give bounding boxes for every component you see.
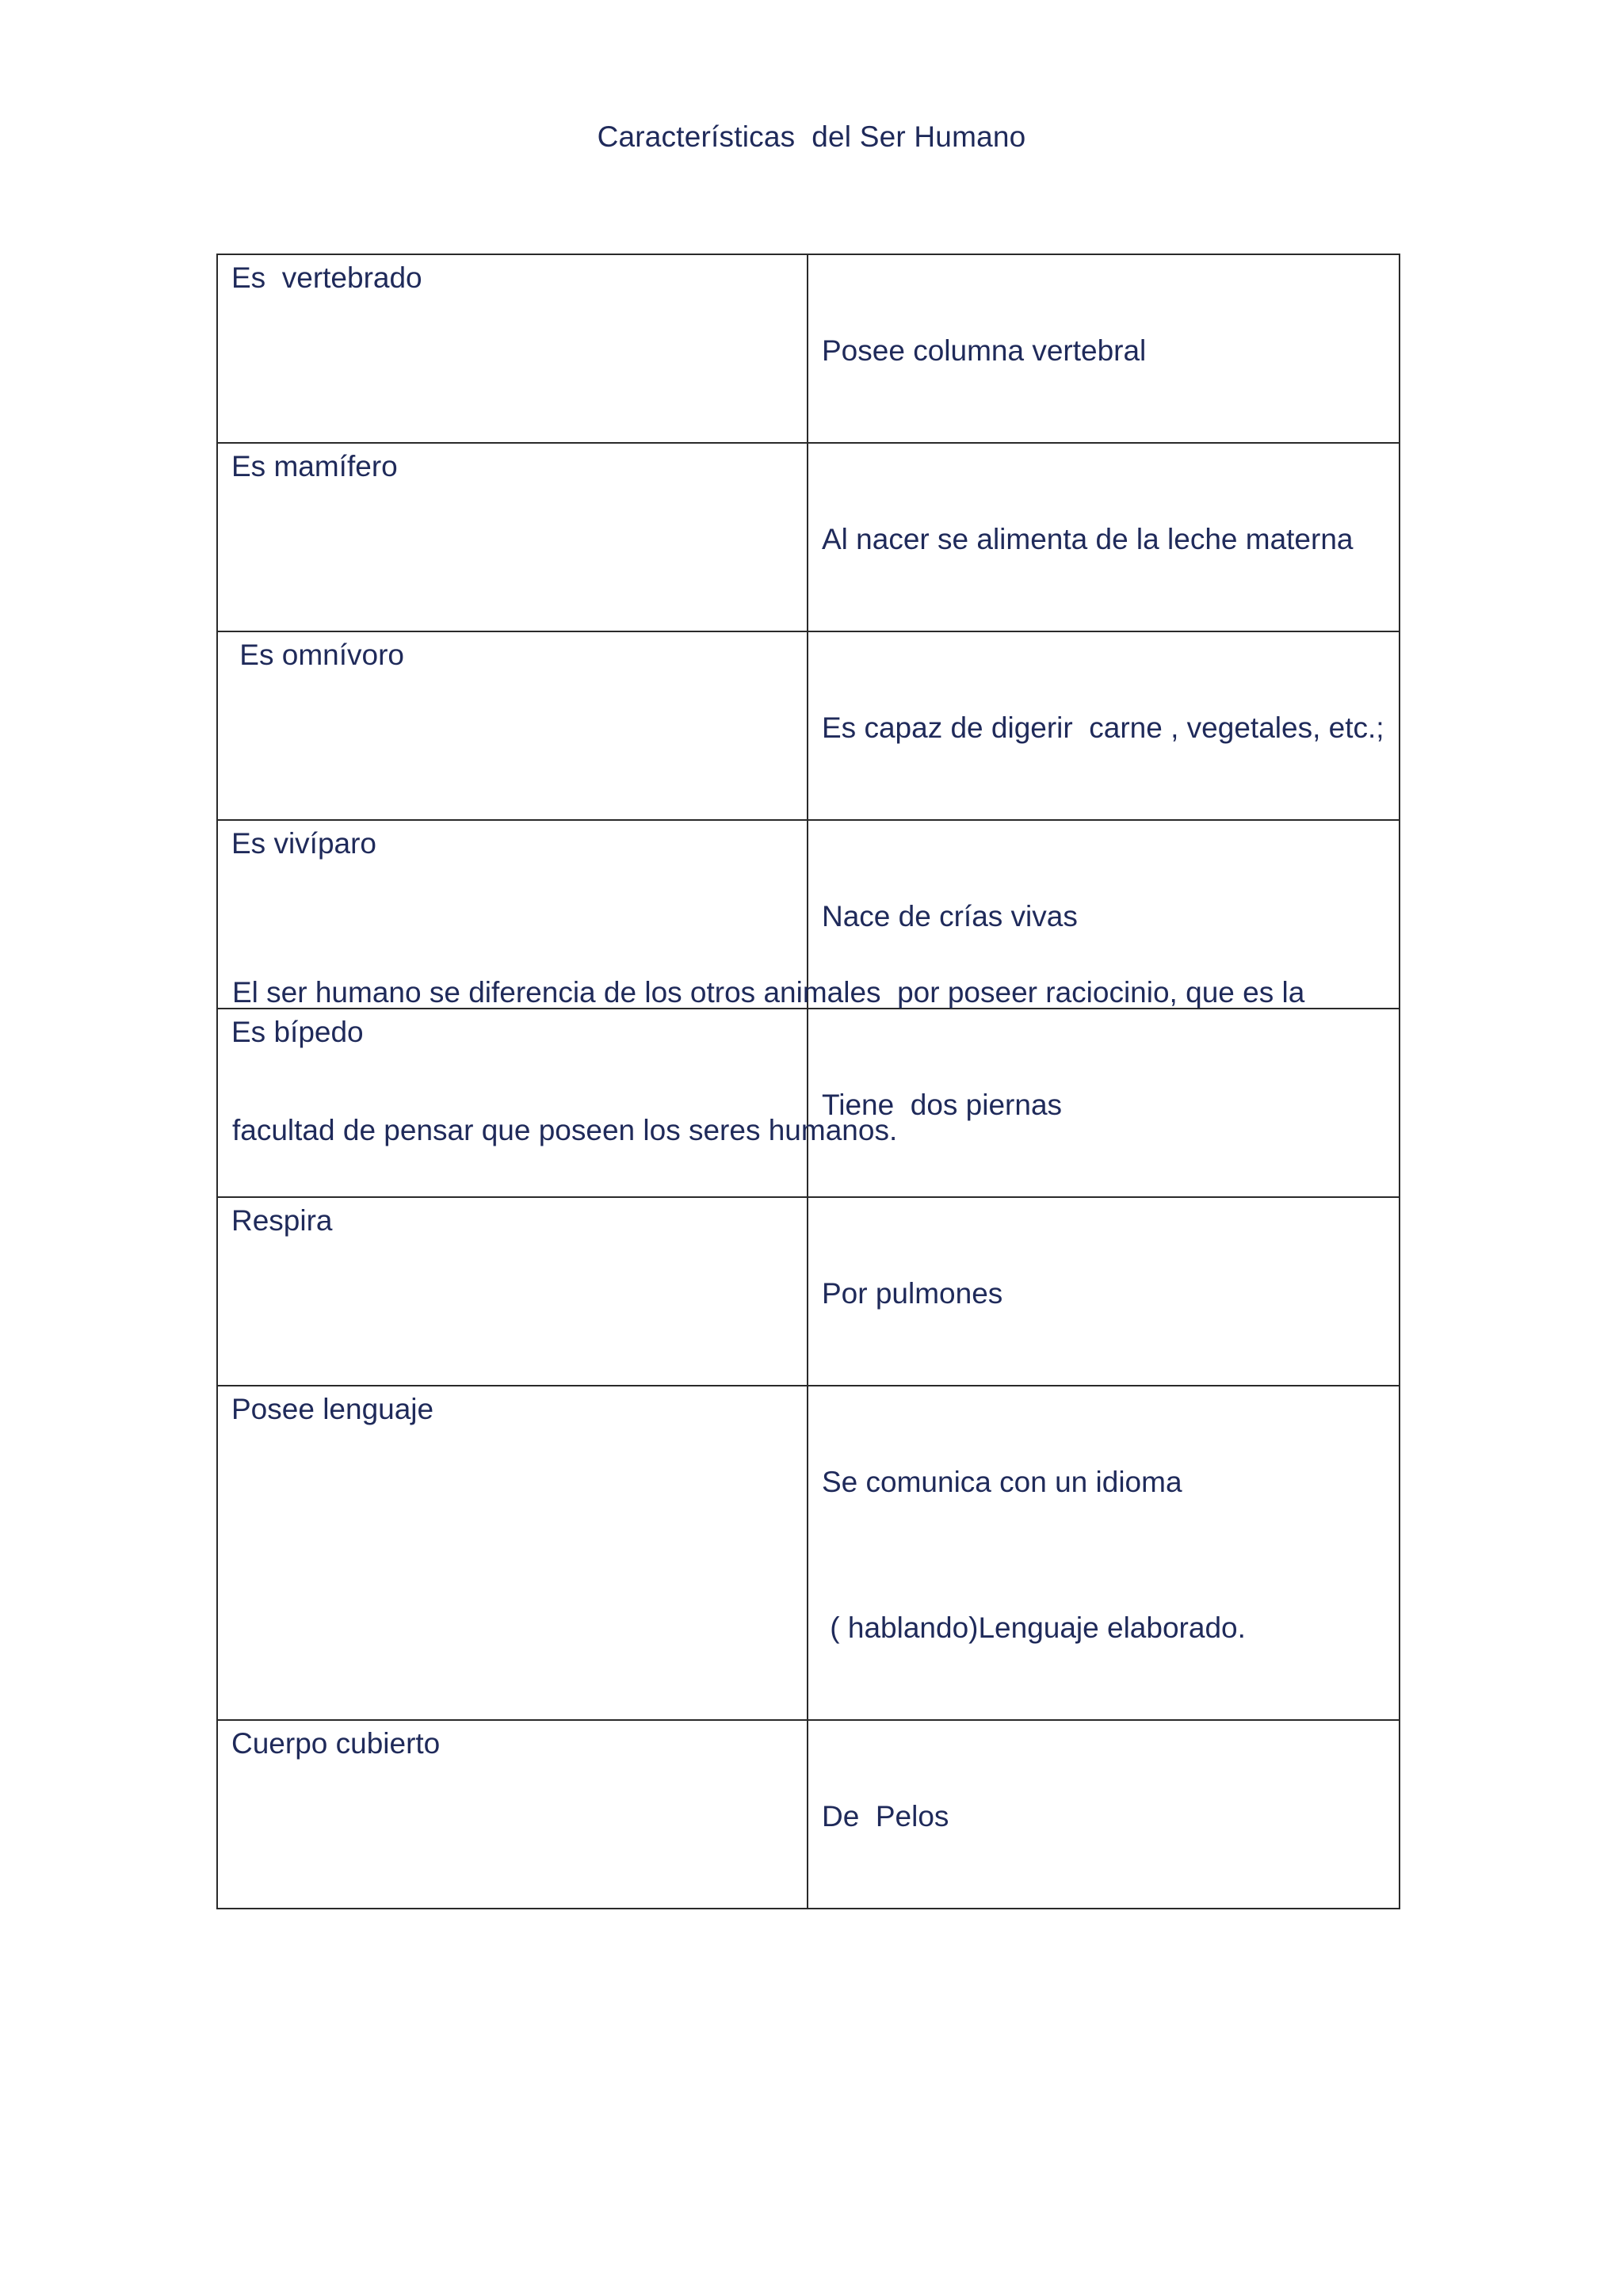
table-row (217, 443, 1400, 631)
trait-cell: Es vertebrado (217, 254, 808, 443)
trait-cell: Es omnívoro (217, 631, 808, 820)
description-line: Posee columna vertebral (822, 334, 1147, 367)
trait-cell: Respira (217, 1197, 808, 1386)
conclusion-paragraph (232, 878, 1397, 1199)
conclusion-line: facultad de pensar que poseen los seres humanos. (232, 1114, 898, 1146)
trait-cell: Posee lenguaje (217, 1386, 808, 1720)
description-cell (808, 1197, 1400, 1386)
description-line: Por pulmones (822, 1277, 1003, 1310)
trait-cell: Cuerpo cubierto (217, 1720, 808, 1909)
page-title: Características del Ser Humano (597, 120, 1026, 153)
description-line: Es capaz de digerir carne , vegetales, etc.; (822, 711, 1384, 744)
description-line: Tiene dos piernas (822, 1089, 1063, 1121)
table-row (217, 254, 1400, 443)
table-row (217, 631, 1400, 820)
table-row (217, 1386, 1400, 1720)
description-cell (808, 443, 1400, 631)
description-line: De Pelos (822, 1800, 949, 1833)
description-line: Al nacer se alimenta de la leche materna (822, 523, 1354, 555)
description-cell (808, 1720, 1400, 1909)
description-line: ( hablando)Lenguaje elaborado. (822, 1611, 1246, 1644)
description-cell (808, 254, 1400, 443)
trait-cell: Es mamífero (217, 443, 808, 631)
description-cell (808, 1386, 1400, 1720)
description-line: Nace de crías vivas (822, 900, 1078, 933)
description-line: Se comunica con un idioma (822, 1466, 1182, 1498)
conclusion-line: El ser humano se diferencia de los otros animales por poseer raciocinio, que es la (232, 976, 1305, 1009)
trait-cell: Es vivíparo (217, 820, 808, 1009)
table-row (217, 1197, 1400, 1386)
table-row (217, 1720, 1400, 1909)
trait-cell: Es bípedo (217, 1009, 808, 1197)
description-cell (808, 631, 1400, 820)
